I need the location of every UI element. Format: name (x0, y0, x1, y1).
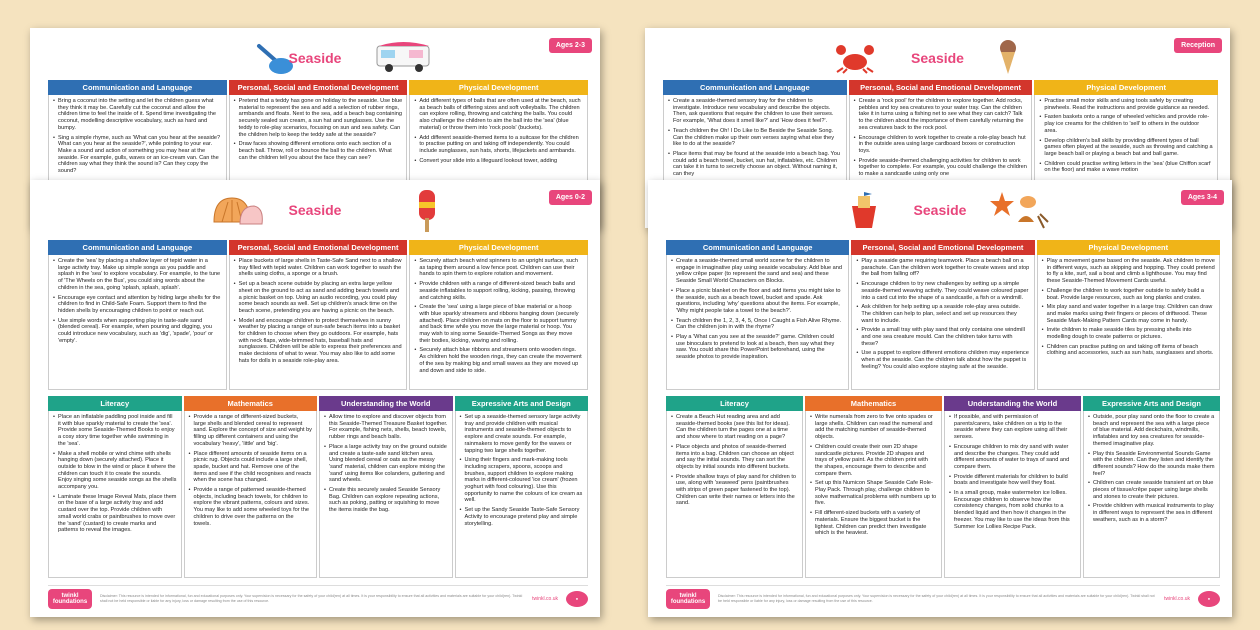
activity-item: • If possible, and with permission of parents/carers, take children on a trip to the seaside where they can explore using all their senses. (949, 414, 1076, 441)
activity-item: • Teach children the 1, 2, 3, 4, 5, Once I Caught a Fish Alive Rhyme. Can the children join in with the rhyme? (671, 318, 844, 331)
activity-item: • Mix play sand and water together in a large tray. Children can draw and make marks using their fingers or pieces of driftwood. These Seaside Mark-Making Pattern Cards may come in handy. (1042, 304, 1215, 324)
activity-item: • Place a picnic blanket on the floor and add items you might take to the seaside, such as a beach towel, bucket and spade. Ask questions, including 'why' questions about the items. For example, 'Why might people take a towel to the beach?'. (671, 288, 844, 315)
activity-item: • Securely attach beach wind spinners to an upright surface, such as taping them around a low fence post. Children can use their hands to spin them to explore rotation and movement. (414, 258, 583, 278)
column-understanding-world (319, 396, 453, 578)
activity-item: • Encourage eye contact and attention by hiding large shells for the children to find in Child-Safe Foam. Support them to find the hidden shells by encouraging children to point or reach out. (53, 295, 222, 315)
activity-item: • Provide children with musical instruments to play in different ways to represent the sea in different weathers, such as in a storm? (1088, 503, 1215, 523)
activity-item: • Create the 'sea' using a large piece of blue material or a hoop with blue sparkly streamers and ribbons hanging down (securely attached). Place children on mats on the floor to support tummy and back time while you move the large material or hoop. You may wish to sing some Seaside-Themed Songs as they move their bodies, kicking, waving and rolling. (414, 304, 583, 344)
activity-item: • Add different types of balls that are often used at the beach, such as beach balls of differing sizes and soft volleyballs. The children can explore rolling, throwing and catching the balls. You could also challenge the children to aim the ball into the 'sea' (blue material) or throw them into 'rock pools' (buckets). (414, 98, 583, 132)
activity-item: • Place objects and photos of seaside-themed items into a bag. Children can choose an object and say the initial sounds. They can sort the objects by initial sounds into different buckets. (671, 444, 798, 471)
activity-item: • Children could create their own 2D shape sandcastle pictures. Provide 2D shapes and trays of yellow paint. As the children print with the shapes, encourage them to describe and compare them. (810, 444, 937, 478)
activity-item: • Provide shallow trays of play sand for children to use, along with 'seaweed' pens (paintbrushes with strips of green paper fastened to the top). Children can write their names or letters into the sand. (671, 474, 798, 508)
column-psed (229, 240, 408, 390)
sheet-title: Seaside (911, 50, 964, 66)
activity-item: • Children can practise putting on and taking off items of beach clothing and accessories, such as sun hats, sunglasses and shorts. (1042, 344, 1215, 357)
activity-item: • Securely attach blue ribbons and streamers onto wooden rings. As children hold the wooden rings, they can create the movement of the sea by making big and small waves as they are moved up and down and side to side. (414, 347, 583, 374)
activity-item: • Encourage children to try new challenges by setting up a simple seaside-themed weaving activity. They could weave coloured paper into a card cut into the shape of a sandcastle, a fish or a windmill. (856, 281, 1029, 301)
activity-item: • Children could practise writing letters in the 'sea' (blue Chiffon scarf on the floor) and make a wave motion (1039, 161, 1213, 174)
sheet-title: Seaside (288, 202, 342, 218)
activity-item: • Bring a coconut into the setting and let the children guess what they think it may be. Carefully cut the coconut and allow the children time to feel the inside of it. Spend time investigating the coconut, modelling descriptive vocabulary, such as hard and bumpy. (53, 98, 222, 132)
specific-areas-grid (48, 396, 588, 578)
column-header: Communication and Language (666, 240, 849, 255)
activity-item: • Develop children's ball skills by providing different types of ball games often played at the seaside, such as throwing and catching a large beach ball or playing a beach bat and ball game. (1039, 138, 1213, 158)
ice-cream-cone-icon (997, 38, 1019, 76)
activity-item: • Play a 'What can you see at the seaside?' game. Children could use binoculars to pretend to look at a beach, then say what they saw. You could share this PowerPoint beforehand, using the seaside photos to provide inspiration. (671, 334, 844, 361)
ice-cream-van-icon (375, 38, 435, 74)
disclaimer-text: Disclaimer: This resource is intended for informational, fun and educational purposes only. Your supervision is necessary for the safety of your child(ren) at all times. It is your responsibility to ensure that all activities and materials are suitable for your child(ren). Twinkl shall not be held responsible or liable for any injury, loss or damage resulting from the use of this resource. (100, 594, 523, 603)
activity-item: • Create the 'sea' by placing a shallow layer of tepid water in a large activity tray. Make up simple songs as you paddle and splash in the 'sea' to explore vocabulary. For example, to the tune of 'The Wheels on the Bus', you could sing words about the children in the sea, going 'splash, splash, splash'. (53, 258, 222, 292)
activity-item: • Provide a small tray with play sand that only contains one windmill and one sea creature mould. Can the children take turns with these? (856, 327, 1029, 347)
column-mathematics (184, 396, 318, 578)
activity-item: • Play a seaside game requiring teamwork. Place a beach ball on a parachute. Can the children work together to create waves and stop the ball from falling off? (856, 258, 1029, 278)
column-header: Communication and Language (48, 240, 227, 255)
twinkl-logo: twinkl foundations (48, 589, 92, 609)
activity-item: • Place an inflatable paddling pool inside and fill it with blue sparkly material to create the 'sea'. Provide some Seaside-Themed Books to enjoy a cosy story time together while swimming in the 'sea'. (53, 414, 177, 448)
sheet-footer (48, 585, 588, 611)
column-physical (1037, 240, 1220, 390)
activity-item: • Model and encourage children to protect themselves in sunny weather by placing a range of sun-safe beach items into a basket for children to choose when they go outdoors. For example, hats with neck flaps, wide-brimmed hats, baseball hats and sunglasses. Children will be able to express their preferences and make decisions of what to wear. You may also like to add some hats for dolls in a seaside role-play area. (234, 318, 403, 365)
twinkl-mini-logo-icon: ● (1198, 591, 1220, 607)
column-header: Personal, Social and Emotional Development (229, 80, 408, 95)
disclaimer-text: Disclaimer: This resource is intended for informational, fun and educational purposes only. Your supervision is necessary for the safety of your child(ren) at all times. It is your responsibility to ensure that all activities and materials are suitable for your child(ren). Twinkl shall not be held responsible or liable for any injury, loss or damage resulting from the use of this resource. (718, 594, 1155, 603)
activity-item: • Invite children to make seaside tiles by pressing shells into modelling dough to create patterns or pictures. (1042, 327, 1215, 340)
activity-item: • Place buckets of large shells in Taste-Safe Sand next to a shallow tray filled with tepid water. Children can work together to wash the shells using cloths, a sponge or a brush. (234, 258, 403, 278)
sheet-footer (666, 585, 1220, 611)
age-tab: Reception (1174, 38, 1222, 53)
activity-item: • Using their fingers and mark-making tools including scrapers, spoons, scoops and brushes, support children to explore making marks in different-coloured 'ice cream' (frozen yoghurt with food colouring). Use this opportunity to name the colours of ice cream as well. (460, 457, 584, 504)
activity-item: • Sing a simple rhyme, such as 'What can you hear at the seaside? What can you hear at the seaside?', while pointing to your ear. Make a sound and action of something you may hear at the seaside. For example, gulls, waves or an ice-cream van. Can the children say what they think the sound is? Can they copy the sound? (53, 135, 222, 175)
column-header: Communication and Language (663, 80, 847, 95)
column-expressive-arts (1083, 396, 1220, 578)
activity-item: • Provide seaside-themed challenging activities for children to work together to complete. For example, you could challenge the children to make a sandcastle using only one (854, 158, 1028, 178)
activity-item: • Create this securely sealed Seaside Sensory Bag. Children can explore repeating actions, such as poking, patting or squishing to move the items inside the bag. (324, 487, 448, 514)
column-header: Physical Development (1034, 80, 1218, 95)
activity-item: • Set up a seaside-themed sensory large activity tray and provide children with musical instruments and seaside-themed objects to explore and create sounds. For example, rainmakers to move gently for the waves or tapping two large shells together. (460, 414, 584, 454)
activity-item: • Make a shell mobile or wind chime with shells hanging down (securely attached). Place it outside to blow in the wind or place it where the children can touch it to create the sounds. Enjoy singing some seaside songs as the shells accompany you. (53, 451, 177, 491)
column-communication (48, 240, 227, 390)
sheet-title: Seaside (288, 50, 342, 66)
column-header: Literacy (48, 396, 182, 411)
column-header: Physical Development (1037, 240, 1220, 255)
column-header: Personal, Social and Emotional Development (851, 240, 1034, 255)
activity-item: • Write numerals from zero to five onto spades or large shells. Children can read the numeral and add the matching number of seaside-themed objects. (810, 414, 937, 441)
activity-item: • Use simple words when supporting play in taste-safe sand (blended cereal). For example, when pouring and digging, you could introduce new vocabulary, such as 'dig', 'spade', 'pour' or 'empty'. (53, 318, 222, 345)
activity-item: • Draw faces showing different emotions onto each section of a beach ball. Throw, roll or bounce the ball to the children. What can the children tell you about the face they can see? (234, 141, 403, 161)
activity-item: • Place a large activity tray on the ground outside and create a taste-safe sand kitchen area. Using blended cereal or oats as the messy 'sand' material, children can explore mixing the 'sand' using items like colanders, guttering and sand wheels. (324, 444, 448, 484)
activity-item: • Laminate these Image Reveal Mats, place them on the base of a large activity tray and add custard over the top. Provide children with small world crabs or paintbrushes to move over the 'sand' (custard) to create marks and patterns to reveal the images. (53, 494, 177, 534)
activity-item: • Fill different-sized buckets with a variety of materials. Ensure the biggest bucket is the lightest. Children can predict then investigate which is the heaviest. (810, 510, 937, 537)
activity-item: • Use a puppet to explore different emotions children may experience when at the seaside. Can the children talk about how the puppet is feeling? You could also explore staying safe at the seaside. (856, 350, 1029, 370)
starfish-icon (988, 188, 1050, 232)
activity-item: • Children can create seaside transient art on blue pieces of tissue/crêpe paper using large shells and stones to create their pictures. (1088, 480, 1215, 500)
activity-item: • Practise small motor skills and using tools safely by creating pinwheels. Read the instructions and provide guidance as needed. (1039, 98, 1213, 111)
activity-item: • Teach children the Oh! I Do Like to Be Beside the Seaside Song. Can the children make up their own verses saying what else they like to do at the seaside? (668, 128, 842, 148)
activity-item: • Fasten baskets onto a range of wheeled vehicles and provide role-play ice creams for the children to 'sell' to others in the outdoor area. (1039, 114, 1213, 134)
activity-item: • Create a Beach Hut reading area and add seaside-themed books (see this list for ideas). Can the children turn the pages one at a time and show where to start reading on a page? (671, 414, 798, 441)
column-header: Expressive Arts and Design (1083, 396, 1220, 411)
column-communication (666, 240, 849, 390)
activity-item: • Ask children for help setting up a seaside role-play area outside. The children can help to plan, select and set up resources they want to include. (856, 304, 1029, 324)
activity-item: • Encourage children to work together to create a role-play beach hut in the outside area using large cardboard boxes or construction toys. (854, 135, 1028, 155)
activity-sheet-ages-3-4 (648, 180, 1232, 617)
activity-item: • Pretend that a teddy has gone on holiday to the seaside. Use blue material to represent the sea and add a selection of rubber rings, armbands and floats. Next to the sea, add a beach bag containing securely sealed sun cream, a sun hat and sunglasses. Use the teddy to role-play scenarios, focusing on sun and sea safety. Can the children help to keep the teddy safe at the seaside? (234, 98, 403, 138)
ice-lolly-icon (416, 188, 438, 234)
activity-item: • Challenge the children to work together outside to safely build a boat. Provide large resources, such as long planks and crates. (1042, 288, 1215, 301)
activity-item: • Set up this Numicon Shape Seaside Cafe Role-Play Pack. Through play, challenge children to solve mathematical problems with numbers up to five. (810, 480, 937, 507)
activity-item: • In a small group, make watermelon ice lollies. Encourage children to observe how the consistency changes, from solid chunks to a blended liquid and then how it changes in the freezer. You may like to use the ideas from this Summer Ice Lollies Recipe Pack. (949, 490, 1076, 530)
activity-item: • Encourage children to mix dry sand with water and describe the changes. They could add different amounts of water to trays of sand and compare them. (949, 444, 1076, 471)
column-psed (851, 240, 1034, 390)
column-header: Expressive Arts and Design (455, 396, 589, 411)
prime-areas-grid (48, 240, 588, 390)
activity-item: • Create a seaside-themed sensory tray for the children to investigate. Introduce new vocabulary and describe the objects. Then, ask questions that require the children to use their senses. For example, 'What does it smell like?' and 'How does it feel?'. (668, 98, 842, 125)
activity-item: • Set up the Sandy Seaside Taste-Safe Sensory Activity to encourage pretend play and simple storytelling. (460, 507, 584, 527)
column-header: Understanding the World (944, 396, 1081, 411)
activity-item: • Provide children with a range of different-sized beach balls and seaside inflatables to support rolling, kicking, passing, throwing and catching skills. (414, 281, 583, 301)
column-header: Mathematics (805, 396, 942, 411)
activity-item: • Set up a beach scene outside by placing an extra large yellow sheet on the ground to act as sand and adding beach towels and a picnic basket on top. Using an audio recording, you could play some beach sounds as well. Set up children's snack time on the beach scene, pretending you are having a picnic on the beach. (234, 281, 403, 315)
activity-item: • Outside, pour play sand onto the floor to create a beach and represent the sea with a large piece of blue material. Add deckchairs, windmills, inflatables and toy sea creatures for seaside-themed imaginative play. (1088, 414, 1215, 448)
column-header: Communication and Language (48, 80, 227, 95)
column-physical (409, 240, 588, 390)
activity-item: • Create a seaside-themed small world scene for the children to engage in imaginative play using seaside vocabulary. Add blue and yellow crêpe paper (to represent the sand and sea) and these Seaside Small World Characters on Blocks. (671, 258, 844, 285)
activity-item: • Provide different materials for children to build boats and investigate how well they float. (949, 474, 1076, 487)
site-link[interactable]: twinkl.co.uk (1164, 595, 1190, 602)
activity-item: • Play a movement game based on the seaside. Ask children to move in different ways, such as skipping and hopping. They could pretend to fly a kite, surf, sail a boat and climb a lighthouse. You may find these Seaside-Themed Movement Cards useful. (1042, 258, 1215, 285)
activity-item: • Play this Seaside Environmental Sounds Game with the children. Can they listen and identify the different sounds? How do the sounds make them feel? (1088, 451, 1215, 478)
prime-areas-grid (666, 240, 1220, 390)
activity-item: • Place items that may be found at the seaside into a beach bag. You could add a beach towel, bucket, sun hat, inflatables, etc. Children can take it in turns to secretly choose an object. Without naming it, can they (668, 151, 842, 178)
column-header: Physical Development (409, 240, 588, 255)
site-link[interactable]: twinkl.co.uk (532, 595, 558, 602)
column-header: Understanding the World (319, 396, 453, 411)
column-literacy (48, 396, 182, 578)
specific-areas-grid (666, 396, 1220, 578)
column-literacy (666, 396, 803, 578)
activity-item: • Convert your slide into a lifeguard lookout tower, adding (414, 158, 583, 165)
age-tab: Ages 3-4 (1181, 190, 1224, 205)
column-header: Personal, Social and Emotional Development (849, 80, 1033, 95)
activity-item: • Allow time to explore and discover objects from this Seaside-Themed Treasure Basket together. For example, fishing nets, shells, beach towels, rubber rings and beach balls. (324, 414, 448, 441)
twinkl-mini-logo-icon: ● (566, 591, 588, 607)
activity-item: • Place different amounts of seaside items on a picnic rug. Objects could include a large shell, spade, bucket and hat. Remove one of the items and see if the child recognises and reacts when the scene has changed. (189, 451, 313, 485)
age-tab: Ages 2-3 (549, 38, 592, 53)
column-header: Mathematics (184, 396, 318, 411)
column-understanding-world (944, 396, 1081, 578)
column-header: Physical Development (409, 80, 588, 95)
column-expressive-arts (455, 396, 589, 578)
activity-item: • Provide a range of different-sized buckets, large shells and blended cereal to represent sand. Explore the concept of size and weight by filling up different containers and using the vocabulary 'heavy', 'little' and 'big'. (189, 414, 313, 448)
activity-sheet-ages-0-2 (30, 180, 600, 617)
sheet-title: Seaside (913, 202, 967, 218)
activity-item: • Create a 'rock pool' for the children to explore together. Add rocks, pebbles and toy sea creatures to your water tray. Can the children take it in turns using a fishing net to see what they can catch? Talk to the children about the importance of them carefully returning the sea creatures back to the rock pool. (854, 98, 1028, 132)
twinkl-logo: twinkl foundations (666, 589, 710, 609)
column-header: Personal, Social and Emotional Development (229, 240, 408, 255)
age-tab: Ages 0-2 (549, 190, 592, 205)
column-mathematics (805, 396, 942, 578)
column-header: Literacy (666, 396, 803, 411)
activity-item: • Provide a range of patterned seaside-themed objects, including beach towels, for children to explore the vibrant patterns, colours and sizes. You may like to add some wheeled toys for the children to drive over the patterns on the towels. (189, 487, 313, 527)
activity-item: • Add different seaside-themed items to a suitcase for the children to practise putting on and taking off independently. You could include sunglasses, sun hats, shorts, lifejackets and armbands. (414, 135, 583, 155)
